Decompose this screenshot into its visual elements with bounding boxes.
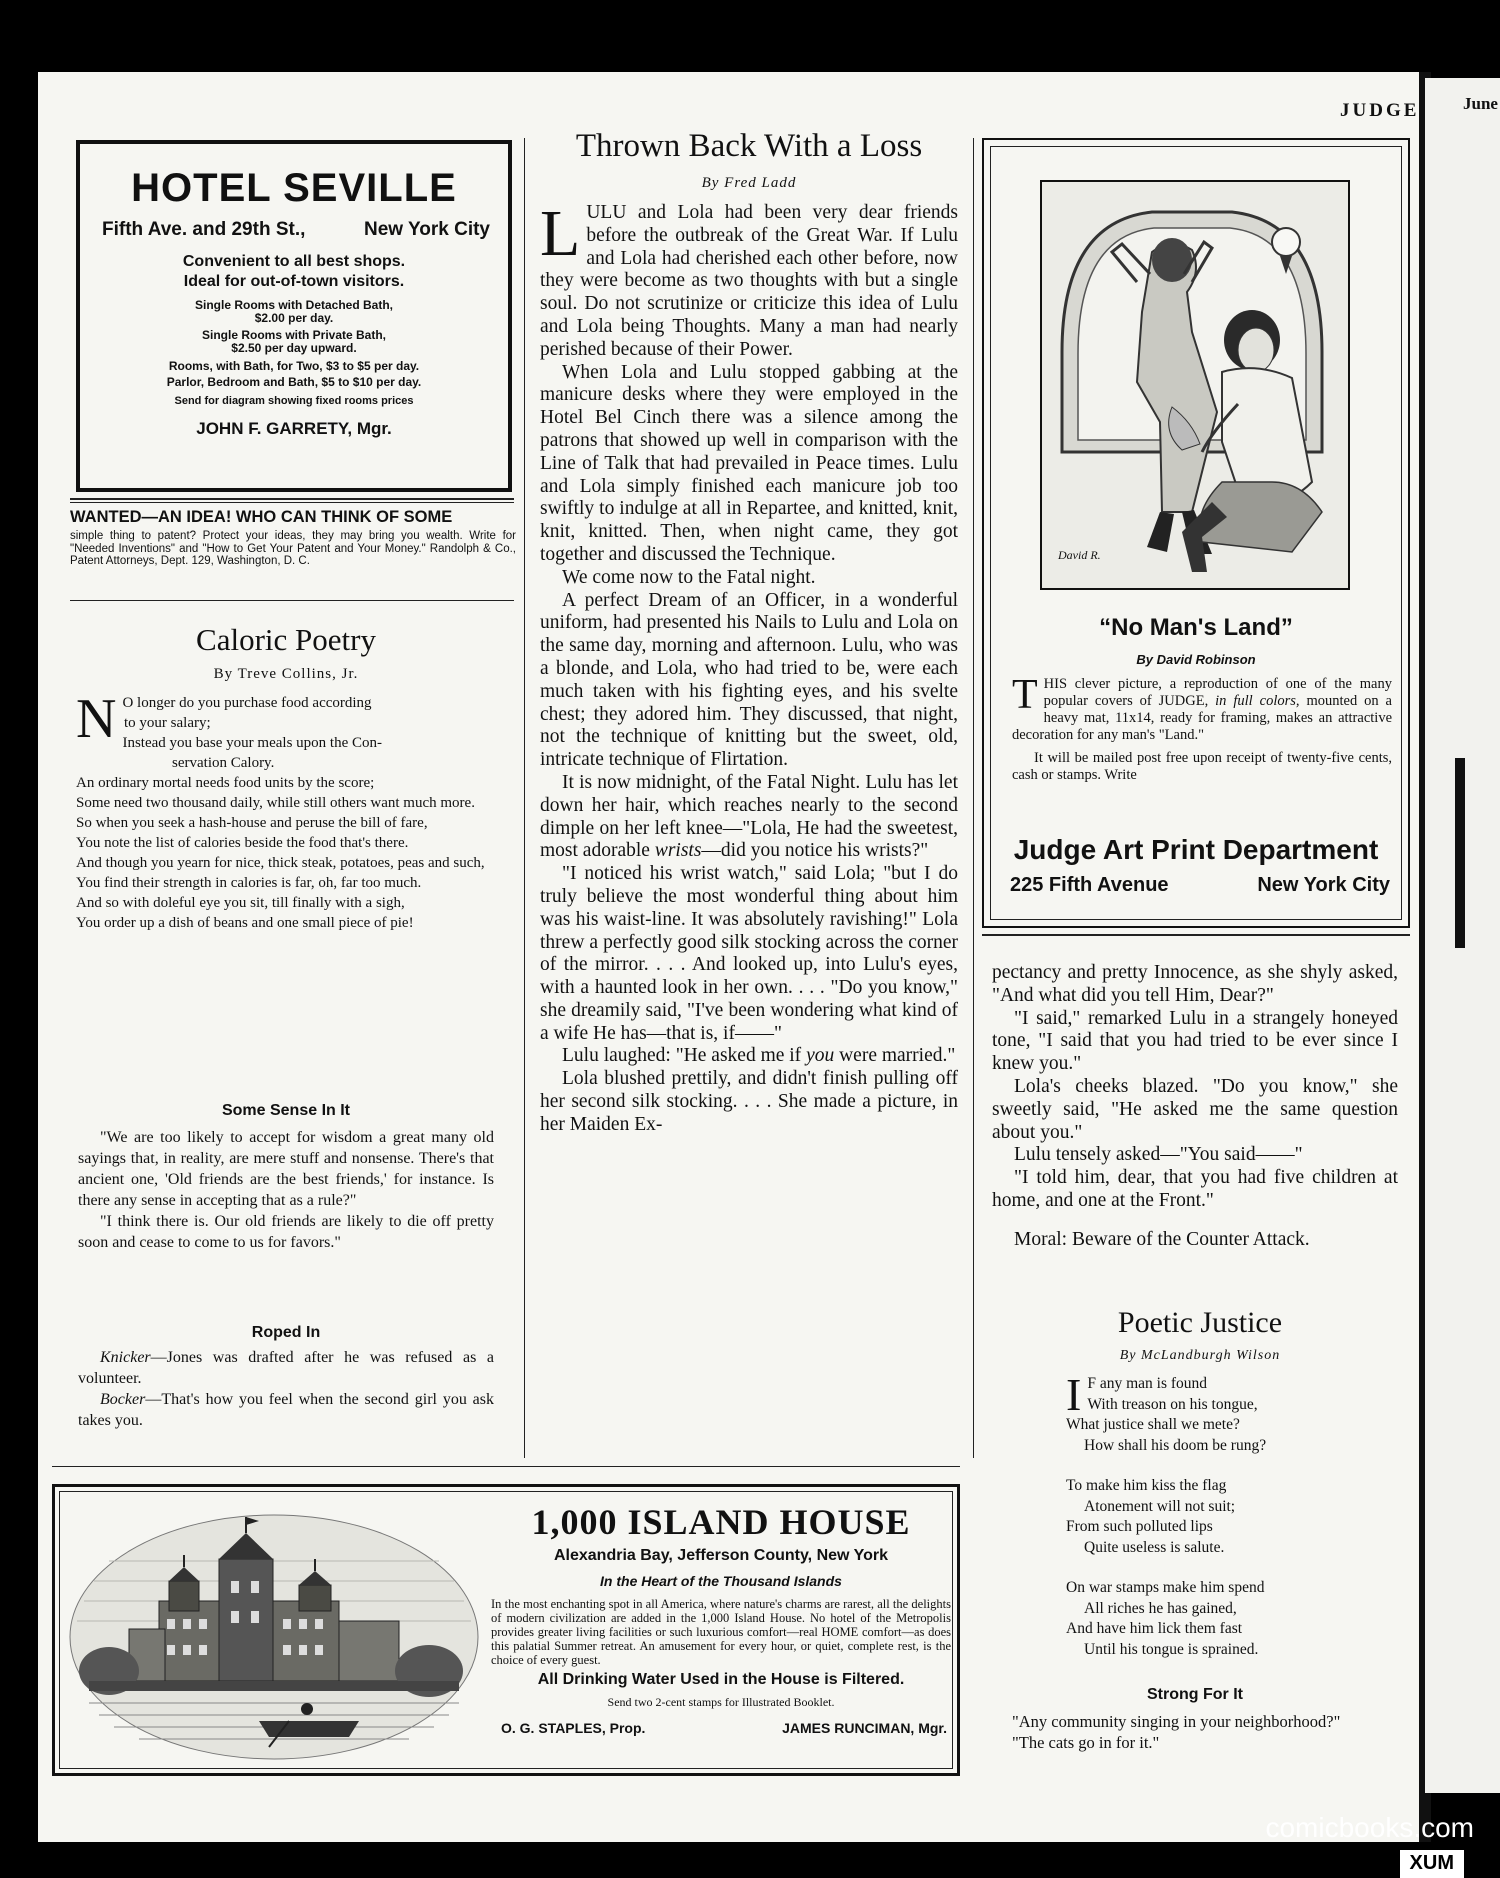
hotel-seville-line4b: $2.50 per day upward.	[231, 341, 357, 355]
island-house-location: Alexandria Bay, Jefferson County, New York	[553, 1547, 889, 1564]
artist-signature: David R.	[1058, 548, 1101, 562]
poem-line: to your salary;	[124, 715, 211, 731]
thrown-back-dropcap: L	[540, 197, 581, 270]
thrown-back-p2: When Lola and Lulu stopped gabbing at the manicure desks where they were employed in the Hotel Bel Cinch there was a silence among the patrons that showed up well in comparison with the Line of Talk that had prevailed in Peace times. Lulu and Lola simply finished each manicure job too swiftly to indulge at all in Repartee, and knitted, knit, knit, knitted. Then, when night came, they got together and discussed the Technique.	[540, 361, 958, 565]
rule-after-wanted	[70, 600, 514, 601]
thrown-back-p5-emphasis: wrists	[654, 840, 702, 862]
some-sense-title: Some Sense In It	[221, 1102, 351, 1119]
column-divider-left	[524, 138, 525, 1458]
rule-after-seville-thin	[70, 502, 514, 503]
poetic-justice-stanza1	[1066, 1369, 1400, 1456]
poem-line: How shall his doom be rung?	[1084, 1436, 1267, 1454]
no-mans-land-title: “No Man's Land”	[1099, 614, 1293, 641]
roped-in-speaker1: Knicker	[100, 1349, 151, 1366]
island-house-copy	[491, 1501, 951, 1736]
island-house-booklet: Send two 2-cent stamps for Illustrated Booklet.	[607, 1695, 835, 1709]
hotel-seville-address-row	[102, 219, 490, 241]
poetic-justice-dropcap: I	[1066, 1369, 1082, 1420]
wanted-ad-body: simple thing to patent? Protect your ideas, they may bring you wealth. Write for "Needed Inventions" and "How to Get Your Patent and Your Money." Randolph & Co., Patent Attorneys, Dept. 129, Washington, D. C.	[70, 530, 516, 567]
thrown-back-p7-emphasis: you	[806, 1045, 835, 1067]
poem-line: To make him kiss the flag	[1066, 1477, 1227, 1494]
caloric-poetry-byline: By Treve Collins, Jr.	[213, 666, 359, 682]
rule-before-island-ad	[52, 1466, 960, 1467]
hotel-seville-line3a: Single Rooms with Detached Bath,	[194, 298, 394, 312]
no-mans-land-dropcap: T	[1012, 672, 1038, 718]
continuation-p1: pectancy and pretty Innocence, as she shyly asked, "And what did you tell Him, Dear?"	[992, 962, 1398, 1006]
poem-line: You find their strength in calories is far, oh, far too much.	[76, 875, 422, 891]
continuation-p4: Lulu tensely asked—"You said——"	[1014, 1144, 1303, 1166]
thrown-back-p7a: Lulu laughed: "He asked me if	[562, 1045, 802, 1067]
strong-for-it-title: Strong For It	[1147, 1686, 1243, 1703]
watermark-site: comicbooks.com	[1265, 1812, 1474, 1843]
thrown-back-continuation	[992, 962, 1398, 1252]
poem-line: And so with doleful eye you sit, till finally with a sigh,	[76, 895, 405, 911]
island-house-body: In the most enchanting spot in all America, where nature's charms are rarest, all the delights of modern civilization are added in the 1,000 Island House. No hotel of the Metropolis provides greater living facilities or such luxurious comfort—real HOME comfort—as does this palatial Summer retreat. An amusement for every hour, or quiet, complete rest, is the choice of every guest.	[491, 1597, 951, 1667]
thrown-back-p4: A perfect Dream of an Officer, in a wonderful uniform, had presented his Nails to Lulu and Lola on the same day, morning and afternoon. Lulu, who was a blonde, and Lola, who had tried to be, were each much taken with his fighting eyes, and his svelte chest; they adored him. They discussed, that night, not the technique of knitting but the sweet, old, intricate technique of Flirtation.	[540, 589, 958, 771]
poem-line: F any man is found	[1087, 1375, 1208, 1392]
poem-line: servation Calory.	[172, 755, 275, 771]
thrown-back-p1: ULU and Lola had been very dear friends before the outbreak of the Great War. If Lulu and Lola had cherished each other before, now they were become as two thoughts with but a single soul. Do not scrutinize or criticize this idea of Lulu and Lola being Thoughts. Many a man had nearly perished because of their Power.	[540, 202, 958, 360]
no-mans-land-ad	[982, 138, 1410, 928]
hotel-seville-name: HOTEL SEVILLE	[131, 166, 457, 210]
island-house-staff-row	[501, 1720, 947, 1736]
no-mans-land-illustration	[1040, 180, 1350, 590]
poem-line: Until his tongue is sprained.	[1084, 1640, 1259, 1658]
next-page-edge	[1425, 78, 1500, 1793]
island-house-mgr: JAMES RUNCIMAN, Mgr.	[782, 1720, 947, 1736]
poem-line: On war stamps make him spend	[1066, 1579, 1265, 1596]
watermark-badge: XUM	[1400, 1850, 1464, 1878]
poem-line: And though you yearn for nice, thick steak, potatoes, peas and such,	[76, 855, 485, 871]
hotel-building-illustration	[69, 1511, 479, 1763]
island-house-engraving	[69, 1511, 479, 1763]
hotel-seville-line4a: Single Rooms with Private Bath,	[201, 328, 387, 342]
women-at-mirror-illustration	[1042, 182, 1348, 588]
no-mans-land-address: 225 Fifth Avenue	[1010, 874, 1169, 896]
roped-in-line2: —That's how you feel when the second girl you ask takes you.	[78, 1391, 494, 1429]
hotel-seville-line1: Convenient to all best shops.	[182, 253, 406, 270]
hotel-seville-line3b: $2.00 per day.	[254, 311, 334, 325]
strong-for-it-p1: "Any community singing in your neighborhood?"	[1012, 1712, 1341, 1731]
hotel-seville-city: New York City	[363, 219, 490, 240]
poem-line: Quite useless is salute.	[1084, 1538, 1225, 1556]
hotel-seville-line6: Parlor, Bedroom and Bath, $5 to $10 per day.	[166, 375, 422, 389]
roped-in-article	[78, 1322, 494, 1431]
poetic-justice-stanza3	[1066, 1578, 1400, 1660]
thrown-back-p5: It is now midnight, of the Fatal Night. Lulu has let down her hair, which reaches nearly to the second dimple on her left knee—"Lola, He had the sweetest, most adorable	[540, 771, 958, 862]
no-mans-land-address-row	[1010, 874, 1390, 897]
poetic-justice-poem	[1066, 1369, 1400, 1660]
poetic-justice-stanza2	[1066, 1476, 1400, 1558]
hotel-seville-ad	[76, 140, 512, 492]
poem-line: An ordinary mortal needs food units by the score;	[76, 775, 375, 791]
poem-line: So when you seek a hash-house and peruse the bill of fare,	[76, 815, 428, 831]
running-header: JUDGE	[1340, 100, 1420, 121]
no-mans-land-dept: Judge Art Print Department	[1013, 834, 1379, 865]
hotel-seville-line7: Send for diagram showing fixed rooms prices	[174, 395, 414, 407]
poem-line: You order up a dish of beans and one small piece of pie!	[76, 915, 414, 931]
no-mans-land-byline: By David Robinson	[1136, 652, 1256, 667]
poem-line: And have him lick them fast	[1066, 1620, 1243, 1637]
hotel-seville-line2: Ideal for out-of-town visitors.	[183, 273, 405, 290]
no-mans-land-p1-emphasis: in full colors,	[1215, 693, 1300, 709]
hotel-seville-line4	[80, 329, 508, 355]
next-page-mark	[1455, 758, 1465, 948]
thrown-back-byline: By Fred Ladd	[701, 175, 797, 191]
poem-line: Atonement will not suit;	[1084, 1497, 1236, 1515]
poetic-justice-article	[1000, 1306, 1400, 1660]
continuation-p2: "I said," remarked Lulu in a strangely honeyed tone, "I said that you had tried to be ever since I knew you."	[992, 1007, 1398, 1075]
poem-line: Instead you base your meals upon the Con-	[122, 735, 382, 751]
poem-line: You note the list of calories beside the food that's there.	[76, 835, 409, 851]
hotel-seville-address: Fifth Ave. and 29th St.,	[102, 219, 306, 240]
no-mans-land-p2: It will be mailed post free upon receipt of twenty-five cents, cash or stamps. Write	[1012, 750, 1392, 783]
caloric-poetry-body	[76, 688, 496, 933]
thrown-back-p8: Lola blushed prettily, and didn't finish pulling off her second silk stocking. . . . She made a picture, in her Maiden Ex-	[540, 1068, 958, 1135]
poem-line: What justice shall we mete?	[1066, 1416, 1240, 1433]
continuation-moral: Moral: Beware of the Counter Attack.	[1014, 1228, 1310, 1250]
caloric-poetry-title: Caloric Poetry	[196, 622, 376, 657]
caloric-poetry-dropcap: N	[76, 688, 117, 750]
no-mans-land-city: New York City	[1257, 874, 1390, 896]
poetic-justice-title: Poetic Justice	[1117, 1306, 1283, 1339]
no-mans-land-copy	[1012, 672, 1392, 784]
poem-line: O longer do you purchase food according	[122, 695, 372, 711]
strong-for-it-p2: "The cats go in for it."	[1012, 1733, 1160, 1752]
column-divider-right	[973, 138, 974, 1458]
strong-for-it-article	[990, 1684, 1400, 1753]
no-mans-land-p1a: HIS clever picture, a reproduction of one of the many popular covers of JUDGE,	[1043, 676, 1392, 709]
wanted-idea-ad	[70, 508, 516, 568]
poetic-justice-byline: By McLandburgh Wilson	[1119, 1348, 1281, 1363]
thrown-back-body	[540, 197, 958, 1137]
island-house-tagline: In the Heart of the Thousand Islands	[600, 1573, 842, 1589]
rule-after-seville	[70, 498, 514, 500]
thrown-back-p6: "I noticed his wrist watch," said Lola; "but I do truly believe the most wonderful thing about him was his waist-line. It was absolutely ravishing!" Lola threw a perfectly good silk stocking across the corner of the mirror. . . . And looked up, into Lulu's eyes, with a haunted look in her own. . . . "Do you know," she dreamily said, "I've been wondering what kind of a wife He has—that is, if——"	[540, 863, 958, 1044]
some-sense-p1: "We are too likely to accept for wisdom a great many old sayings that, in reality, are mere stuff and nonsense. There's that ancient one, 'Old friends are the best friends,' for instance. Is there any sense in accepting that as a rule?"	[78, 1129, 494, 1209]
hotel-seville-manager: JOHN F. GARRETY, Mgr.	[196, 419, 392, 438]
wanted-ad-headline: WANTED—AN IDEA! WHO CAN THINK OF SOME	[70, 508, 453, 526]
thrown-back-article	[540, 128, 958, 1137]
island-house-name: 1,000 ISLAND HOUSE	[531, 1502, 911, 1542]
hotel-seville-line3	[80, 299, 508, 325]
some-sense-article	[78, 1100, 494, 1253]
hotel-seville-line5: Rooms, with Bath, for Two, $3 to $5 per day.	[168, 359, 420, 373]
roped-in-line1: —Jones was drafted after he was refused as a volunteer.	[78, 1349, 494, 1387]
island-house-prop: O. G. STAPLES, Prop.	[501, 1720, 646, 1736]
thrown-back-title: Thrown Back With a Loss	[575, 128, 923, 164]
no-mans-land-p1b: mounted on a heavy mat, 11x14, ready for framing, makes an attractive decoration for any man's "Land."	[1012, 693, 1392, 743]
roped-in-speaker2: Bocker	[100, 1391, 146, 1408]
some-sense-p2: "I think there is. Our old friends are likely to die off pretty soon and cease to come to us for favors."	[78, 1213, 494, 1251]
continuation-p3: Lola's cheeks blazed. "Do you know," she sweetly said, "He asked me the same question about you."	[992, 1075, 1398, 1143]
rule-after-no-mans-land	[982, 934, 1410, 936]
poem-line: From such polluted lips	[1066, 1518, 1213, 1535]
poem-line: All riches he has gained,	[1084, 1599, 1237, 1617]
poem-line: Some need two thousand daily, while still others want much more.	[76, 795, 475, 811]
thrown-back-p7b: were married."	[839, 1045, 956, 1067]
poem-line: With treason on his tongue,	[1087, 1395, 1258, 1413]
next-page-month: June	[1463, 94, 1498, 113]
continuation-p5: "I told him, dear, that you had five children at home, and one at the Front."	[992, 1167, 1398, 1211]
thrown-back-p5-end: —did you notice his wrists?"	[701, 840, 929, 862]
island-house-ad	[52, 1484, 960, 1776]
caloric-poetry-article	[76, 622, 496, 933]
island-house-water: All Drinking Water Used in the House is Filtered.	[537, 1671, 905, 1688]
thrown-back-p3: We come now to the Fatal night.	[562, 566, 816, 588]
roped-in-title: Roped In	[251, 1324, 321, 1341]
